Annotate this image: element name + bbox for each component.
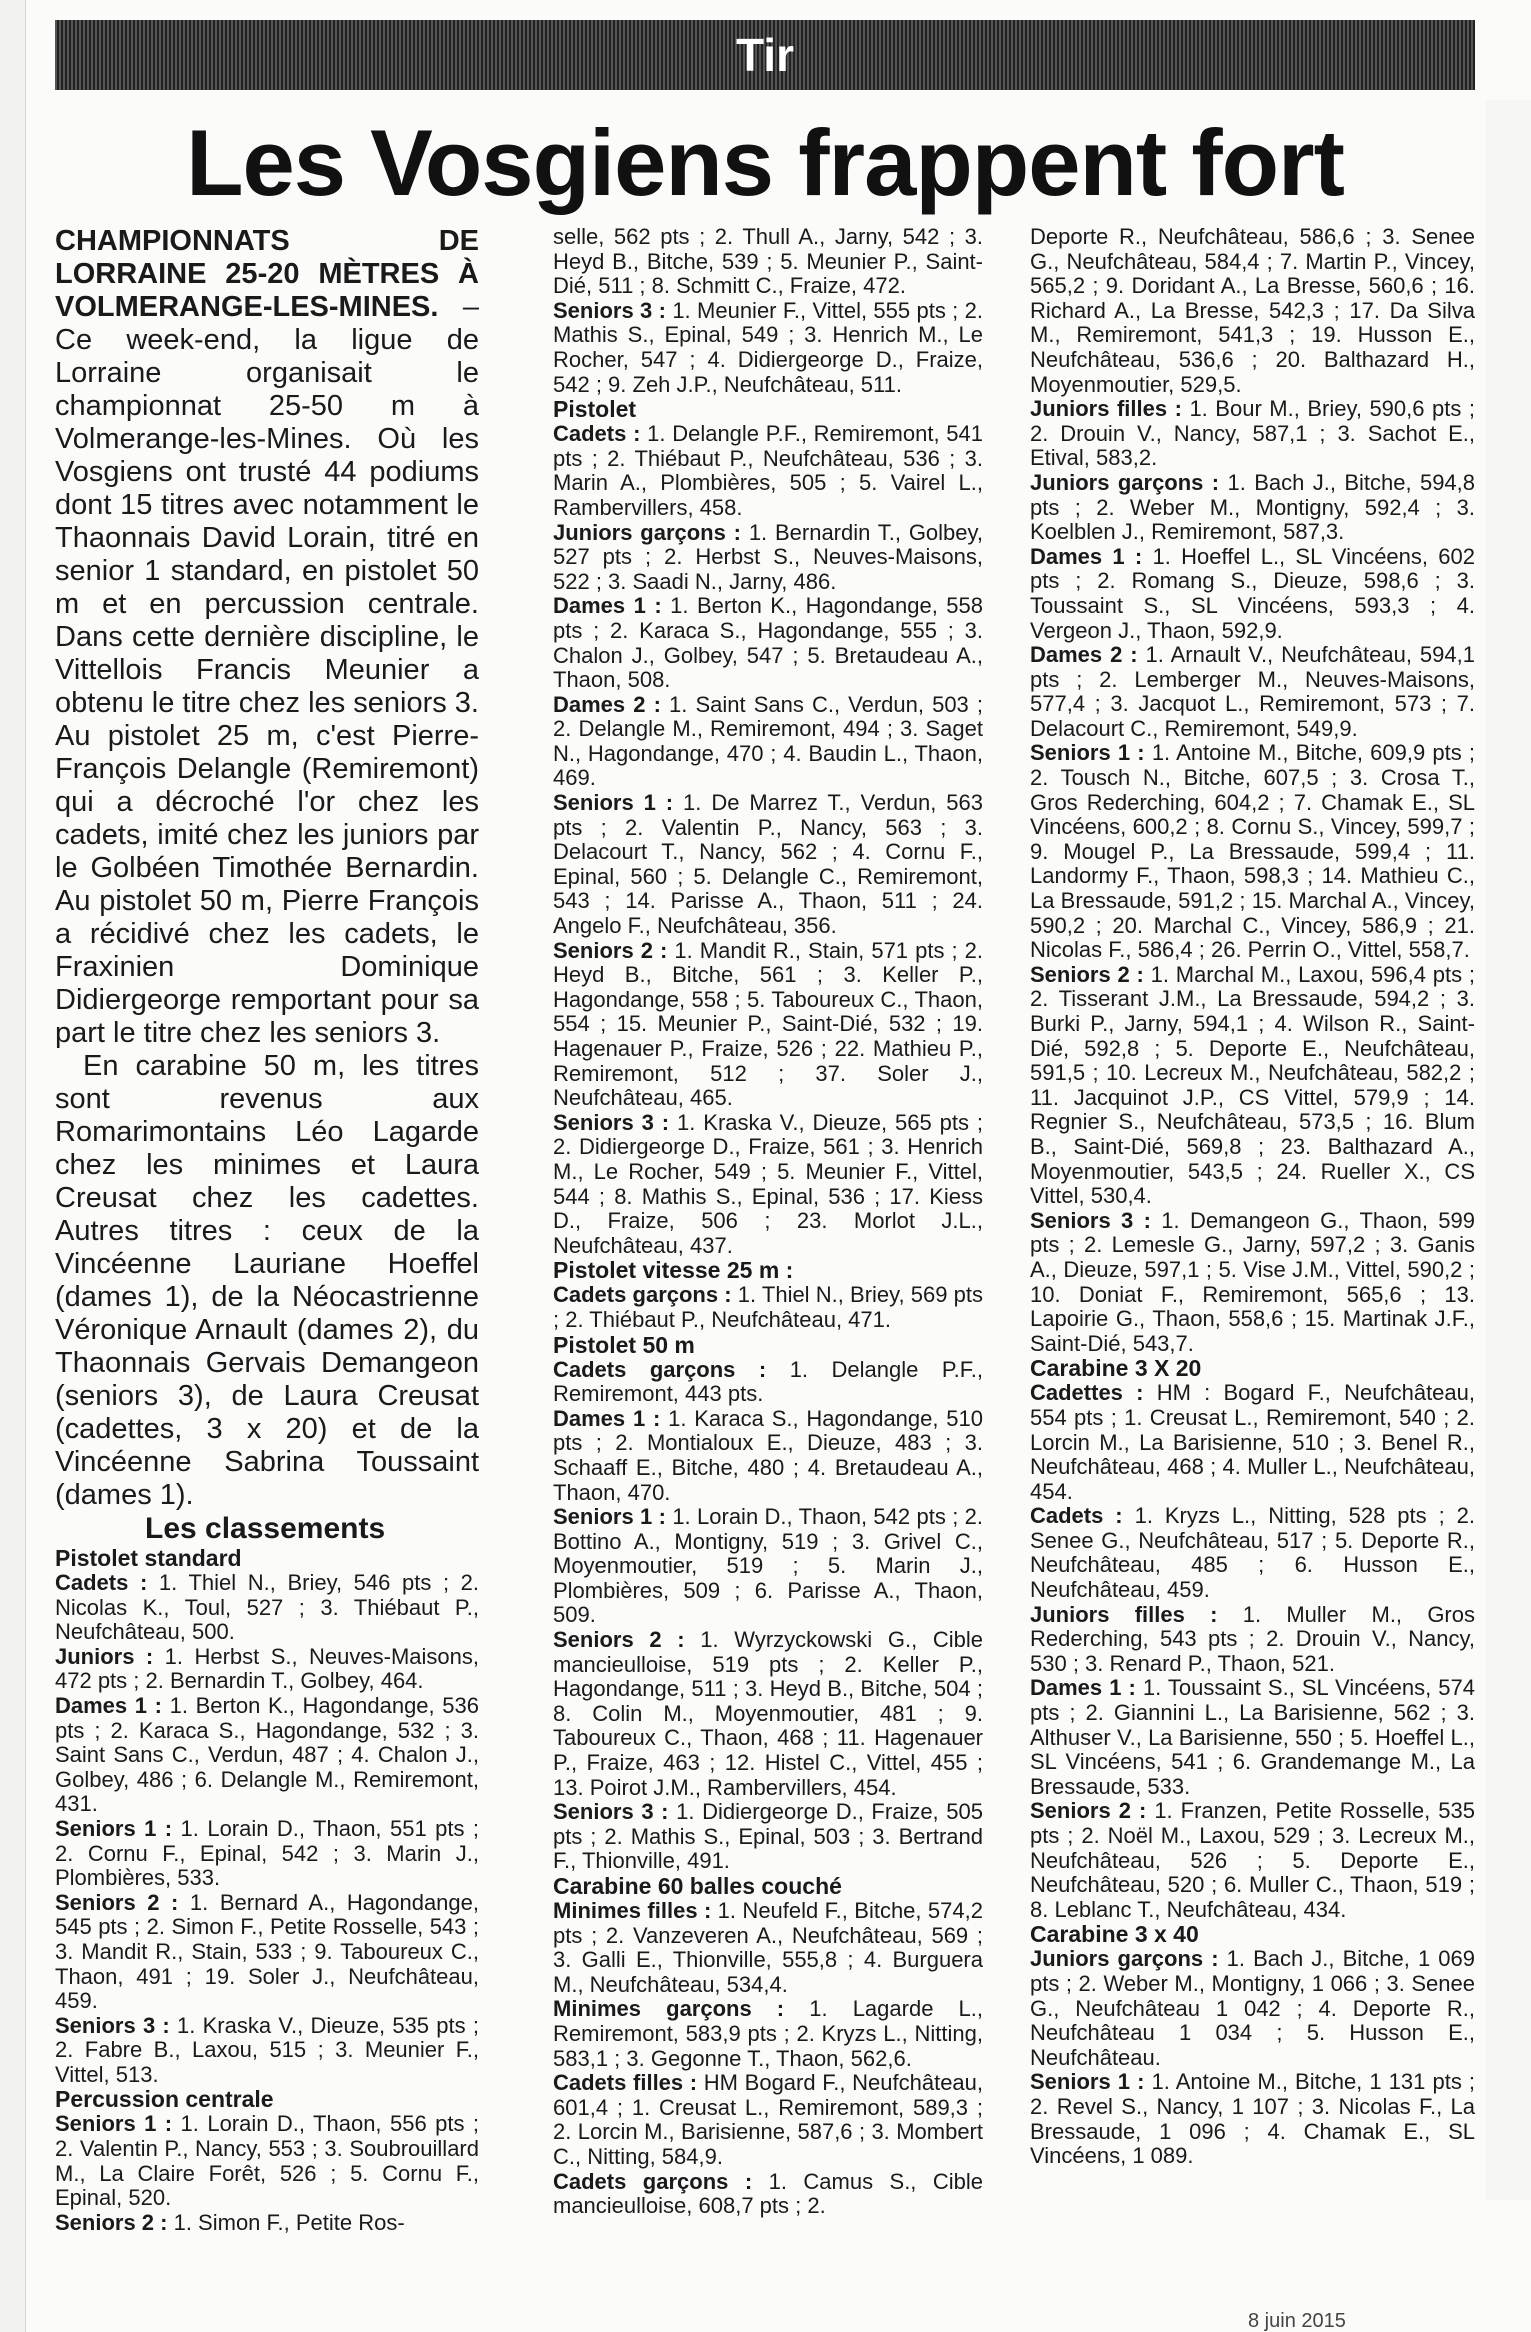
result-entry [553,1358,983,1407]
result-category: Juniors : [55,1643,154,1669]
result-entry [553,693,983,791]
intro-paragraph-2: En carabine 50 m, les titres sont revenus aux Romarimontains Léo Lagarde chez les minimes et Laura Creusat chez les cadettes. Autres titres : ceux de la Vincéenne Lauriane Hoeffel (dames 1), de la Néocastrienne Véronique Arnault (dames 2), du Thaonnais Gervais Demangeon (seniors 3), de Laura Creusat (cadettes, 3 x 20) et de la Vincéenne Sabrina Toussaint (dames 1). [55,1050,479,1511]
result-entry [553,1111,983,1259]
result-category: Seniors 1 : [55,1815,173,1841]
section-banner-label: Tir [736,29,794,81]
discipline-subheading: Pistolet standard [55,1545,242,1571]
result-category: Cadets : [55,1570,148,1595]
result-text: 1. Kraska V., Dieuze, 535 pts ; 2. Fabre B., Laxou, 515 ; 3. Meunier F., Vittel, 513. [55,2012,479,2087]
result-text: 1. Berton K., Hagondange, 536 pts ; 2. Karaca S., Hagondange, 532 ; 3. Saint Sans C., Verdun, 487 ; 4. Chalon J., Golbey, 486 ; 6. Delangle M., Remiremont, 431. [55,1692,479,1817]
result-text: 1. Lorain D., Thaon, 542 pts ; 2. Bottino A., Montigny, 519 ; 3. Grivel C., Moyenmoutier, 519 ; 5. Marin J., Plombières, 509 ; 6. Parisse A., Thaon, 509. [553,1504,984,1628]
result-category: Seniors 3 : [553,297,666,323]
result-text: 1. Karaca S., Hagondange, 510 pts ; 2. Montialoux E., Dieuze, 483 ; 3. Schaaff E., Bitche, 480 ; 4. Bretaudeau A., Thaon, 470. [553,1405,983,1505]
result-entry [553,1505,983,1628]
result-category: Seniors 1 : [1030,2069,1145,2095]
result-category: Juniors garçons : [553,519,741,545]
result-category: Cadets filles : [553,2070,698,2096]
result-text: 1. Bour M., Briey, 590,6 pts ; 2. Drouin V., Nancy, 587,1 ; 3. Sachot E., Etival, 583,2. [1030,396,1475,471]
result-entry [553,1800,983,1874]
result-category: Seniors 2 : [55,1889,179,1915]
result-category: Cadets garçons : [553,2168,753,2194]
results-list-col1 [55,1546,479,2235]
adjacent-page-strip [1486,100,1531,2200]
result-entry [553,1283,983,1332]
results-list-col2 [553,225,983,2219]
result-category: Seniors 1 : [553,1504,666,1530]
result-entry [553,2170,983,2219]
result-category: Dames 1 : [1030,1675,1136,1701]
result-text: 1. Thiel N., Briey, 546 pts ; 2. Nicolas K., Toul, 527 ; 3. Thiébaut P., Neufchâteau, 500. [55,1570,480,1645]
result-category: Dames 2 : [1030,642,1138,668]
page-margin [0,0,26,2332]
result-entry [55,2211,479,2236]
result-category: Seniors 1 : [553,790,674,816]
result-entry [1030,1209,1475,1357]
result-text: 1. Bernard A., Hagondange, 545 pts ; 2. Simon F., Petite Rosselle, 543 ; 3. Mandit R., Stain, 533 ; 9. Taboureux C., Thaon, 491 ; 19. Soler J., Neufchâteau, 459. [55,1889,480,2014]
result-text: 1. Antoine M., Bitche, 1 131 pts ; 2. Revel S., Nancy, 1 107 ; 3. Nicolas F., La Bressaude, 1 096 ; 4. Chamak E., SL Vincéens, 1 089. [1030,2069,1476,2169]
result-category: Dames 1 : [1030,543,1143,569]
result-entry [1030,1799,1475,1922]
article-column-2 [553,225,983,2219]
result-category: Cadets : [553,421,641,447]
result-entry [553,2071,983,2169]
result-text: 1. Antoine M., Bitche, 609,9 pts ; 2. Tousch N., Bitche, 607,5 ; 3. Crosa T., Gros Rederching, 604,2 ; 7. Chamak E., SL Vincéens, 600,2 ; 8. Cornu S., Vincey, 599,7 ; 9. Mougel P., La Bressaude, 599,4 ; 11. Landormy F., Thaon, 598,3 ; 14. Mathieu C., La Bressaude, 591,2 ; 15. Marchal A., Vincey, 590,2 ; 20. Marchal C., Vincey, 586,9 ; 21. Nicolas F., 586,4 ; 26. Perrin O., Vittel, 558,7. [1030,740,1476,963]
discipline-subheading: Pistolet vitesse 25 m : [553,1257,794,1284]
result-entry [553,1899,983,1997]
result-category: Seniors 1 : [1030,740,1145,766]
intro-lead: CHAMPIONNATS DE LORRAINE 25-20 MÈTRES À VOLMERANGE-LES-MINES. [55,225,479,323]
result-text: 1. Wyrzyckowski G., Cible mancieulloise, 519 pts ; 2. Keller P., Hagondange, 511 ; 3. Heyd B., Bitche, 504 ; 8. Colin M., Moyenmoutier, 481 ; 9. Taboureux C., Thaon, 468 ; 11. Hagenauer P., Fraize, 463 ; 12. Histel C., Vittel, 455 ; 13. Poirot J.M., Rambervillers, 454. [553,1627,983,1800]
result-entry [55,2014,479,2088]
result-text: 1. Toussaint S., SL Vincéens, 574 pts ; 2. Giannini L., La Barisienne, 562 ; 3. Althuser V., La Barisienne, 550 ; 5. Hoeffel L., SL Vincéens, 541 ; 6. Grandemange M., La Bressaude, 533. [1030,1675,1475,1799]
result-text: 1. Berton K., Hagondange, 558 pts ; 2. Karaca S., Hagondange, 555 ; 3. Chalon J., Golbey, 547 ; 5. Bretaudeau A., Thaon, 508. [553,593,983,693]
result-entry [553,594,983,692]
result-text: 1. Neufeld F., Bitche, 574,2 pts ; 2. Vanzeveren A., Neufchâteau, 569 ; 3. Galli E., Thionville, 555,8 ; 4. Burguera M., Neufchâteau, 534,4. [553,1898,983,1997]
result-text: 1. Delangle P.F., Remiremont, 541 pts ; 2. Thiébaut P., Neufchâteau, 536 ; 3. Marin A., Plombières, 505 ; 5. Vairel L., Rambervillers, 458. [553,421,983,520]
result-text: 1. Kraska V., Dieuze, 565 pts ; 2. Didiergeorge D., Fraize, 561 ; 3. Henrich M., Le Rocher, 549 ; 5. Meunier F., Vittel, 544 ; 8. Mathis S., Epinal, 536 ; 17. Kiess D., Fraize, 506 ; 23. Morlot J.L., Neufchâteau, 437. [553,1109,984,1258]
result-text: 1. Bernardin T., Golbey, 527 pts ; 2. Herbst S., Neuves-Maisons, 522 ; 3. Saadi N., Jarny, 486. [553,519,984,594]
result-entry [553,521,983,595]
result-text: 1. Simon F., Petite Ros- [167,2209,405,2235]
result-text: 1. Camus S., Cible mancieulloise, 608,7 pts ; 2. [553,2168,983,2219]
result-category: Juniors garçons : [1030,469,1220,495]
result-text: 1. Mandit R., Stain, 571 pts ; 2. Heyd B., Bitche, 561 ; 3. Keller P., Hagondange, 558 ; 5. Taboureux C., Thaon, 554 ; 15. Meunier P., Saint-Dié, 532 ; 19. Hagenauer P., Fraize, 526 ; 22. Mathieu P., Remiremont, 512 ; 37. Soler J., Neufchâteau, 465. [553,937,983,1111]
result-text: 1. Marchal M., Laxou, 596,4 pts ; 2. Tisserant J.M., La Bressaude, 594,2 ; 3. Burki P., Jarny, 594,1 ; 4. Wilson R., Saint-Dié, 592,8 ; 5. Deporte E., Neufchâteau, 591,5 ; 10. Lecreux M., Neufchâteau, 582,2 ; 11. Jacquinot J.P., CS Vittel, 579,9 ; 14. Regnier S., Neufchâteau, 573,5 ; 16. Blum B., Saint-Dié, 569,8 ; 23. Balthazard A., Moyenmoutier, 543,5 ; 24. Rueller X., CS Vittel, 530,4. [1030,961,1476,1209]
result-text: HM : Bogard F., Neufchâteau, 554 pts ; 1. Creusat L., Remiremont, 540 ; 2. Lorcin M., La Barisienne, 510 ; 3. Benel R., Neufchâteau, 468 ; 4. Muller L., Neufchâteau, 454. [1030,1380,1475,1504]
result-text: 1. Lagarde L., Remiremont, 583,9 pts ; 2. Kryzs L., Nitting, 583,1 ; 3. Gegonne T., Thaon, 562,6. [553,1996,983,2071]
result-category: Seniors 3 : [55,2012,170,2038]
result-entry [55,1891,479,2014]
result-text: selle, 562 pts ; 2. Thull A., Jarny, 542 ; 3. Heyd B., Bitche, 539 ; 5. Meunier P., Saint-Dié, 511 ; 8. Schmitt C., Fraize, 472. [553,224,983,299]
result-text: 1. Lorain D., Thaon, 556 pts ; 2. Valentin P., Nancy, 553 ; 3. Soubrouillard M., La Claire Forêt, 526 ; 5. Cornu F., Epinal, 520. [55,2111,479,2211]
result-text: 1. Arnault V., Neufchâteau, 594,1 pts ; 2. Lemberger M., Neuves-Maisons, 577,4 ; 3. Jacquot L., Remiremont, 573 ; 7. Delacourt C., Remiremont, 549,9. [1030,642,1475,741]
result-entry [1030,1603,1475,1677]
result-text: 1. Demangeon G., Thaon, 599 pts ; 2. Lemesle G., Jarny, 597,2 ; 3. Ganis A., Dieuze, 597,1 ; 5. Vise J.M., Vittel, 590,2 ; 10. Doniat F., Remiremont, 565,6 ; 13. Lapoirie G., Thaon, 558,6 ; 15. Martinak J.F., Saint-Dié, 543,7. [1030,1207,1475,1356]
result-category: Minimes filles : [553,1898,712,1923]
result-text: 1. De Marrez T., Verdun, 563 pts ; 2. Valentin P., Nancy, 563 ; 3. Delacourt T., Nancy, 562 ; 4. Cornu F., Epinal, 560 ; 5. Delangle C., Remiremont, 543 ; 14. Parisse A., Thaon, 511 ; 24. Angelo F., Neufchâteau, 356. [553,790,984,939]
result-entry [1030,963,1475,1209]
article-column-1 [55,225,479,2235]
result-entry [1030,397,1475,471]
result-entry [553,299,983,397]
discipline-subheading: Percussion centrale [55,2086,274,2113]
intro-paragraph [55,225,479,1050]
result-entry [1030,225,1475,397]
results-list-col3 [1030,225,1475,2169]
result-text: 1. Didiergeorge D., Fraize, 505 pts ; 2. Mathis S., Epinal, 503 ; 3. Bertrand F., Thionville, 491. [553,1799,983,1874]
result-category: Cadets garçons : [553,1356,767,1382]
result-text: 1. Meunier F., Vittel, 555 pts ; 2. Mathis S., Epinal, 549 ; 3. Henrich M., Le Rocher, 547 ; 4. Didiergeorge D., Fraize, 542 ; 9. Zeh J.P., Neufchâteau, 511. [553,297,983,397]
result-entry [553,939,983,1111]
section-banner [55,20,1475,90]
classements-heading: Les classements [145,1512,386,1545]
result-category: Seniors 1 : [55,2111,173,2137]
result-category: Seniors 3 : [553,1109,670,1135]
result-entry [553,791,983,939]
result-category: Seniors 2 : [1030,1798,1147,1824]
result-category: Dames 1 : [55,1692,162,1718]
result-entry [55,1817,479,1891]
result-category: Minimes garçons : [553,1996,785,2022]
result-category: Seniors 2 : [553,937,668,963]
result-category: Cadets garçons : [553,1282,732,1308]
result-category: Cadettes : [1030,1380,1144,1406]
result-entry [553,1997,983,2071]
result-entry [1030,741,1475,962]
discipline-subheading: Carabine 3 x 40 [1030,1921,1199,1948]
discipline-subheading: Pistolet 50 m [553,1331,695,1358]
result-text: 1. Thiel N., Briey, 569 pts ; 2. Thiébaut P., Neufchâteau, 471. [553,1282,984,1332]
result-category: Juniors filles : [1030,396,1182,422]
result-entry [1030,1947,1475,2070]
result-category: Seniors 2 : [553,1627,685,1653]
discipline-subheading: Carabine 60 balles couché [553,1873,842,1899]
discipline-subheading: Pistolet [553,396,637,423]
result-entry [1030,1381,1475,1504]
result-text: 1. Lorain D., Thaon, 551 pts ; 2. Cornu F., Epinal, 542 ; 3. Marin J., Plombières, 533. [55,1815,479,1891]
result-text: HM Bogard F., Neufchâteau, 601,4 ; 1. Creusat L., Remiremont, 589,3 ; 2. Lorcin M., Barisienne, 587,6 ; 3. Mombert C., Nitting, 584,9. [553,2070,984,2169]
result-category: Seniors 3 : [553,1799,669,1825]
intro-body: – Ce week-end, la ligue de Lorraine organisait le championnat 25-50 m à Volmerange-les-Mines. Où les Vosgiens ont trusté 44 podiums dont 15 titres avec notamment le Thaonnais David Lorain, titré en senior 1 standard, en pistolet 50 m et en percussion centrale. Dans cette dernière discipline, le Vittellois Francis Meunier a obtenu le titre chez les seniors 3. Au pistolet 25 m, c'est Pierre-François Delangle (Remiremont) qui a décroché l'or chez les cadets, imité chez les juniors par le Golbéen Timothée Bernardin. Au pistolet 50 m, Pierre François a récidivé chez les cadets, le Fraxinien Dominique Didiergeorge remportant pour sa part le titre chez les seniors 3. [55,291,479,1049]
result-text: 1. Muller M., Gros Rederching, 543 pts ; 2. Drouin V., Nancy, 530 ; 3. Renard P., Thaon, 521. [1030,1601,1475,1676]
publication-date: 8 juin 2015 [1248,2310,1346,2332]
result-text: 1. Delangle P.F., Remiremont, 443 pts. [553,1356,983,1407]
discipline-subheading: Carabine 3 X 20 [1030,1355,1202,1382]
result-category: Cadets : [1030,1503,1123,1529]
result-text: 1. Kryzs L., Nitting, 528 pts ; 2. Senee G., Neufchâteau, 517 ; 5. Deporte R., Neufchâteau, 485 ; 6. Husson E., Neufchâteau, 459. [1030,1503,1475,1603]
result-text: 1. Herbst S., Neuves-Maisons, 472 pts ; 2. Bernardin T., Golbey, 464. [55,1643,479,1694]
result-entry [55,2112,479,2210]
result-category: Juniors garçons : [1030,1946,1219,1972]
result-entry [55,1571,479,1645]
article-column-3 [1030,225,1475,2169]
result-entry [1030,1504,1475,1602]
result-text: 1. Hoeffel L., SL Vincéens, 602 pts ; 2. Romang S., Dieuze, 598,6 ; 3. Toussaint S., SL Vincéens, 593,3 ; 4. Vergeon J., Thaon, 592,9. [1030,543,1475,643]
result-text: 1. Bach J., Bitche, 1 069 pts ; 2. Weber M., Montigny, 1 066 ; 3. Senee G., Neufchâteau 1 042 ; 4. Deporte R., Neufchâteau 1 034 ; 5. Husson E., Neufchâteau. [1030,1946,1475,2070]
result-text: 1. Franzen, Petite Rosselle, 535 pts ; 2. Noël M., Laxou, 529 ; 3. Lecreux M., Neufchâteau, 526 ; 5. Deporte E., Neufchâteau, 520 ; 6. Muller C., Thaon, 519 ; 8. Leblanc T., Neufchâteau, 434. [1030,1798,1475,1922]
result-entry [553,225,983,299]
result-entry [1030,545,1475,643]
result-entry [553,1628,983,1800]
result-category: Juniors filles : [1030,1601,1218,1627]
result-entry [553,422,983,520]
result-category: Seniors 2 : [55,2209,168,2235]
result-category: Dames 1 : [553,593,662,619]
result-entry [55,1645,479,1694]
result-text: Deporte R., Neufchâteau, 586,6 ; 3. Senee G., Neufchâteau, 584,4 ; 7. Martin P., Vincey, 565,2 ; 9. Doridant A., La Bresse, 560,6 ; 16. Richard A., La Bresse, 542,3 ; 17. Da Silva M., Remiremont, 541,3 ; 19. Husson E., Neufchâteau, 536,6 ; 20. Balthazard H., Moyenmoutier, 529,5. [1030,224,1475,397]
result-category: Seniors 3 : [1030,1207,1151,1233]
result-entry [1030,2070,1475,2168]
result-entry [1030,643,1475,741]
result-entry [1030,471,1475,545]
result-text: 1. Bach J., Bitche, 594,8 pts ; 2. Weber M., Montigny, 592,4 ; 3. Koelblen J., Remiremont, 587,3. [1030,469,1476,545]
article-headline: Les Vosgiens frappent fort [186,110,1344,215]
result-category: Seniors 2 : [1030,961,1144,987]
result-category: Dames 2 : [553,691,661,717]
result-entry [55,1694,479,1817]
result-text: 1. Saint Sans C., Verdun, 503 ; 2. Delangle M., Remiremont, 494 ; 3. Saget N., Hagondange, 470 ; 4. Baudin L., Thaon, 469. [553,691,983,791]
result-entry [553,1407,983,1505]
result-entry [1030,1676,1475,1799]
result-category: Dames 1 : [553,1405,661,1431]
